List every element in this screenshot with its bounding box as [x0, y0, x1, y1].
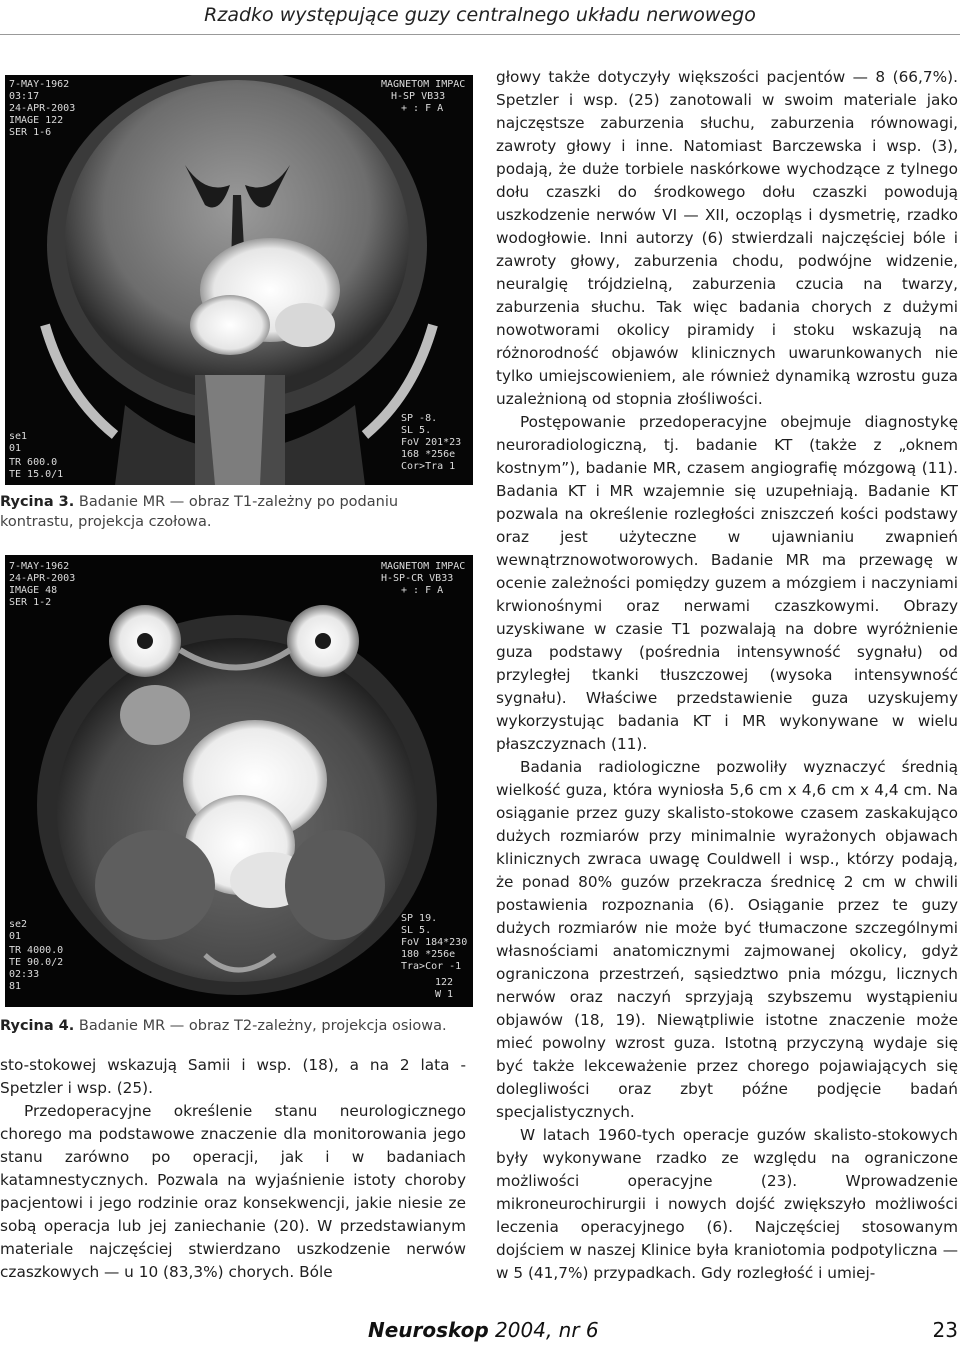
mri-axial-image: [5, 555, 473, 1007]
svg-text:Cor>Tra 1: Cor>Tra 1: [401, 461, 456, 472]
svg-text:IMAGE 48: IMAGE 48: [9, 585, 58, 596]
paragraph: Badania radiologiczne pozwoliły wyznaczyć średnią wielkość guza, która wyniosła 5,6 cm x 4,6 cm x 4,4 cm. Na osiąganie przez guzy skalisto-stokowe czasem zaskakująco dużych rozmiarów przy minimalnie wyrażonych objawach klinicznych zwraca uwagę Couldwell i wsp., którzy podają, że ponad 80% guzów przekracza średnicę 2 cm w chwili postawienia rozpoznania (6). Osiąganie przez te guzy dużych rozmiarów nie może być tłumaczone szczególnymi własnościami anatomicznymi zajmowanej okolicy, gdyż ograniczona przestrzeń, sąsiedztwo pnia mózgu, licznych nerwów oraz naczyń sprzyjają szybszemu wystąpieniu objawów (18, 19). Niewątpliwie istotne znaczenie może mieć powolny wzrost guza. Istotną przyczyną wydaje się być także lekceważenie przez chorego pojawiających się dolegliwości oraz zbyt późne podjęcie badań specjalistycznych.: [496, 758, 958, 1121]
running-header: Rzadko występujące guzy centralnego układu nerwowego: [204, 4, 756, 26]
right-text-column: [496, 66, 958, 1285]
figure-caption-3: [0, 492, 470, 532]
svg-text:TE 15.0/1: TE 15.0/1: [9, 469, 64, 480]
svg-text:TR 600.0: TR 600.0: [9, 457, 58, 468]
svg-text:TE 90.0/2: TE 90.0/2: [9, 957, 64, 968]
paragraph: sto-stokowej wskazują Samii i wsp. (18), a na 2 lata - Spetzler i wsp. (25).: [0, 1056, 466, 1097]
svg-text:24-APR-2003: 24-APR-2003: [9, 103, 76, 114]
svg-text:+ : F A: + : F A: [401, 585, 444, 596]
page-number: 23: [932, 1318, 958, 1342]
svg-text:24-APR-2003: 24-APR-2003: [9, 573, 76, 584]
svg-text:168 *256e: 168 *256e: [401, 449, 456, 460]
svg-text:02:33: 02:33: [9, 969, 40, 980]
page-footer: [0, 1318, 960, 1348]
svg-text:TR 4000.0: TR 4000.0: [9, 945, 64, 956]
svg-text:03:17: 03:17: [9, 91, 40, 102]
svg-text:H-SP VB33: H-SP VB33: [391, 91, 446, 102]
svg-text:MAGNETOM IMPAC: MAGNETOM IMPAC: [381, 561, 466, 572]
mri-figure-coronal: [5, 75, 473, 485]
svg-text:Tra>Cor -1: Tra>Cor -1: [401, 961, 462, 972]
svg-text:01: 01: [9, 931, 22, 942]
header-rule: [0, 34, 960, 35]
svg-text:SL 5.: SL 5.: [401, 925, 432, 936]
caption-text: Badanie MR — obraz T1-zależny po podaniu kontrastu, projekcja czołowa.: [0, 494, 399, 530]
journal-issue: 2004, nr 6: [488, 1318, 599, 1342]
journal-name: Neuroskop: [368, 1318, 489, 1342]
mri-figure-axial: [5, 555, 473, 1007]
figure-caption-4: [0, 1016, 470, 1036]
svg-text:H-SP-CR VB33: H-SP-CR VB33: [381, 573, 454, 584]
svg-text:SP 19.: SP 19.: [401, 913, 438, 924]
svg-text:01: 01: [9, 443, 22, 454]
caption-label: Rycina 3.: [0, 494, 75, 510]
left-text-column: [0, 1054, 466, 1284]
svg-text:W 1: W 1: [435, 989, 454, 1000]
svg-text:se2: se2: [9, 919, 28, 930]
svg-text:180 *256e: 180 *256e: [401, 949, 456, 960]
svg-text:IMAGE 122: IMAGE 122: [9, 115, 64, 126]
paragraph: głowy także dotyczyły większości pacjentów — 8 (66,7%). Spetzler i wsp. (25) zanotowali w swoim materiale jako najczęstsze zaburzenia słuchu, zaburzenia równowagi, zawroty głowy i inne. Natomiast Barczewska i wsp. (3), podają, że duże torbiele naskórkowe wychodzące z tylnego dołu czaszki do środkowego dołu czaszki powodują uszkodzenie nerwów VI — XII, oczopląs i dysmetrię, rzadko wodogłowie. Inni autorzy (6) stwierdzali najczęściej bóle i zawroty głowy, zaburzenia chodu, podwójne widzenie, neuralgię trójdzielną, zaburzenia czucia na twarzy, zaburzenia słuchu. Tak więc badania chorych z dużymi nowotworami okolicy piramidy i stoku wskazują na różnorodność objawów klinicznych uwarunkowanych nie tylko umiejscowieniem, ale również dynamiką wzrostu guza uzależnioną od stopnia złośliwości.: [496, 68, 958, 408]
svg-text:FoV 184*230: FoV 184*230: [401, 937, 468, 948]
svg-text:81: 81: [9, 981, 22, 992]
svg-text:+ : F A: + : F A: [401, 103, 444, 114]
svg-text:FoV 201*23: FoV 201*23: [401, 437, 462, 448]
svg-text:7-MAY-1962: 7-MAY-1962: [9, 561, 70, 572]
journal-citation: [368, 1318, 599, 1342]
caption-text: Badanie MR — obraz T2-zależny, projekcja osiowa.: [74, 1018, 447, 1034]
svg-text:SL 5.: SL 5.: [401, 425, 432, 436]
svg-text:7-MAY-1962: 7-MAY-1962: [9, 79, 70, 90]
svg-text:MAGNETOM IMPAC: MAGNETOM IMPAC: [381, 79, 466, 90]
caption-label: Rycina 4.: [0, 1018, 75, 1034]
paragraph: Przedoperacyjne określenie stanu neurologicznego chorego ma podstawowe znaczenie dla monitorowania jego stanu zarówno po operacji, jak i w badaniach katamnestycznych. Pozwala na wyjaśnienie istoty choroby pacjentowi i jego rodzinie oraz konsekwencji, jakie niesie ze sobą operacja lub jej zaniechanie (20). W przedstawianym materiale najczęściej stwierdzano uszkodzenie nerwów czaszkowych — u 10 (83,3%) chorych. Bóle: [0, 1102, 466, 1281]
svg-text:SP -8.: SP -8.: [401, 413, 438, 424]
paragraph: Postępowanie przedoperacyjne obejmuje diagnostykę neuroradiologiczną, tj. badanie KT (także z „oknem kostnym”), badanie MR, czasem angiografię mózgową (11). Badania KT i MR wzajemnie się uzupełniają. Badanie KT pozwala na określenie rozległości zniszczeń kości podstawy oraz jest użyteczne w ujawnianiu zwapnień wewnątrznowotworowych. Badanie MR ma przewagę w ocenie zależności pomiędzy guzem a mózgiem i naczyniami krwionośnymi oraz nerwami czaszkowymi. Obrazy uzyskiwane w czasie T1 pozwalają na dobre wyróżnienie guza podstawy (pośrednia intensywność sygnału) od przyległej tkanki tłuszczowej (wysoka intensywność sygnału). Właściwe przedstawienie guza uzyskujemy wykorzystując badania KT i MR wykonywane w wielu płaszczyznach (11).: [496, 413, 958, 753]
svg-text:se1: se1: [9, 431, 28, 442]
paragraph: W latach 1960-tych operacje guzów skalisto-stokowych były wykonywane rzadko ze względu na ograniczone możliwości operacyjne (23). Wprowadzenie mikroneurochirurgii i nowych dojść zwiększyło możliwości leczenia operacyjnego (6). Najczęściej stosowanym dojściem w naszej Klinice była kraniotomia podpotyliczna — w 5 (41,7%) przypadkach. Gdy rozległość i umiej-: [496, 1126, 958, 1282]
svg-text:SER 1-6: SER 1-6: [9, 127, 52, 138]
svg-text:122: 122: [435, 977, 454, 988]
mri-coronal-image: [5, 75, 473, 485]
svg-text:SER 1-2: SER 1-2: [9, 597, 52, 608]
